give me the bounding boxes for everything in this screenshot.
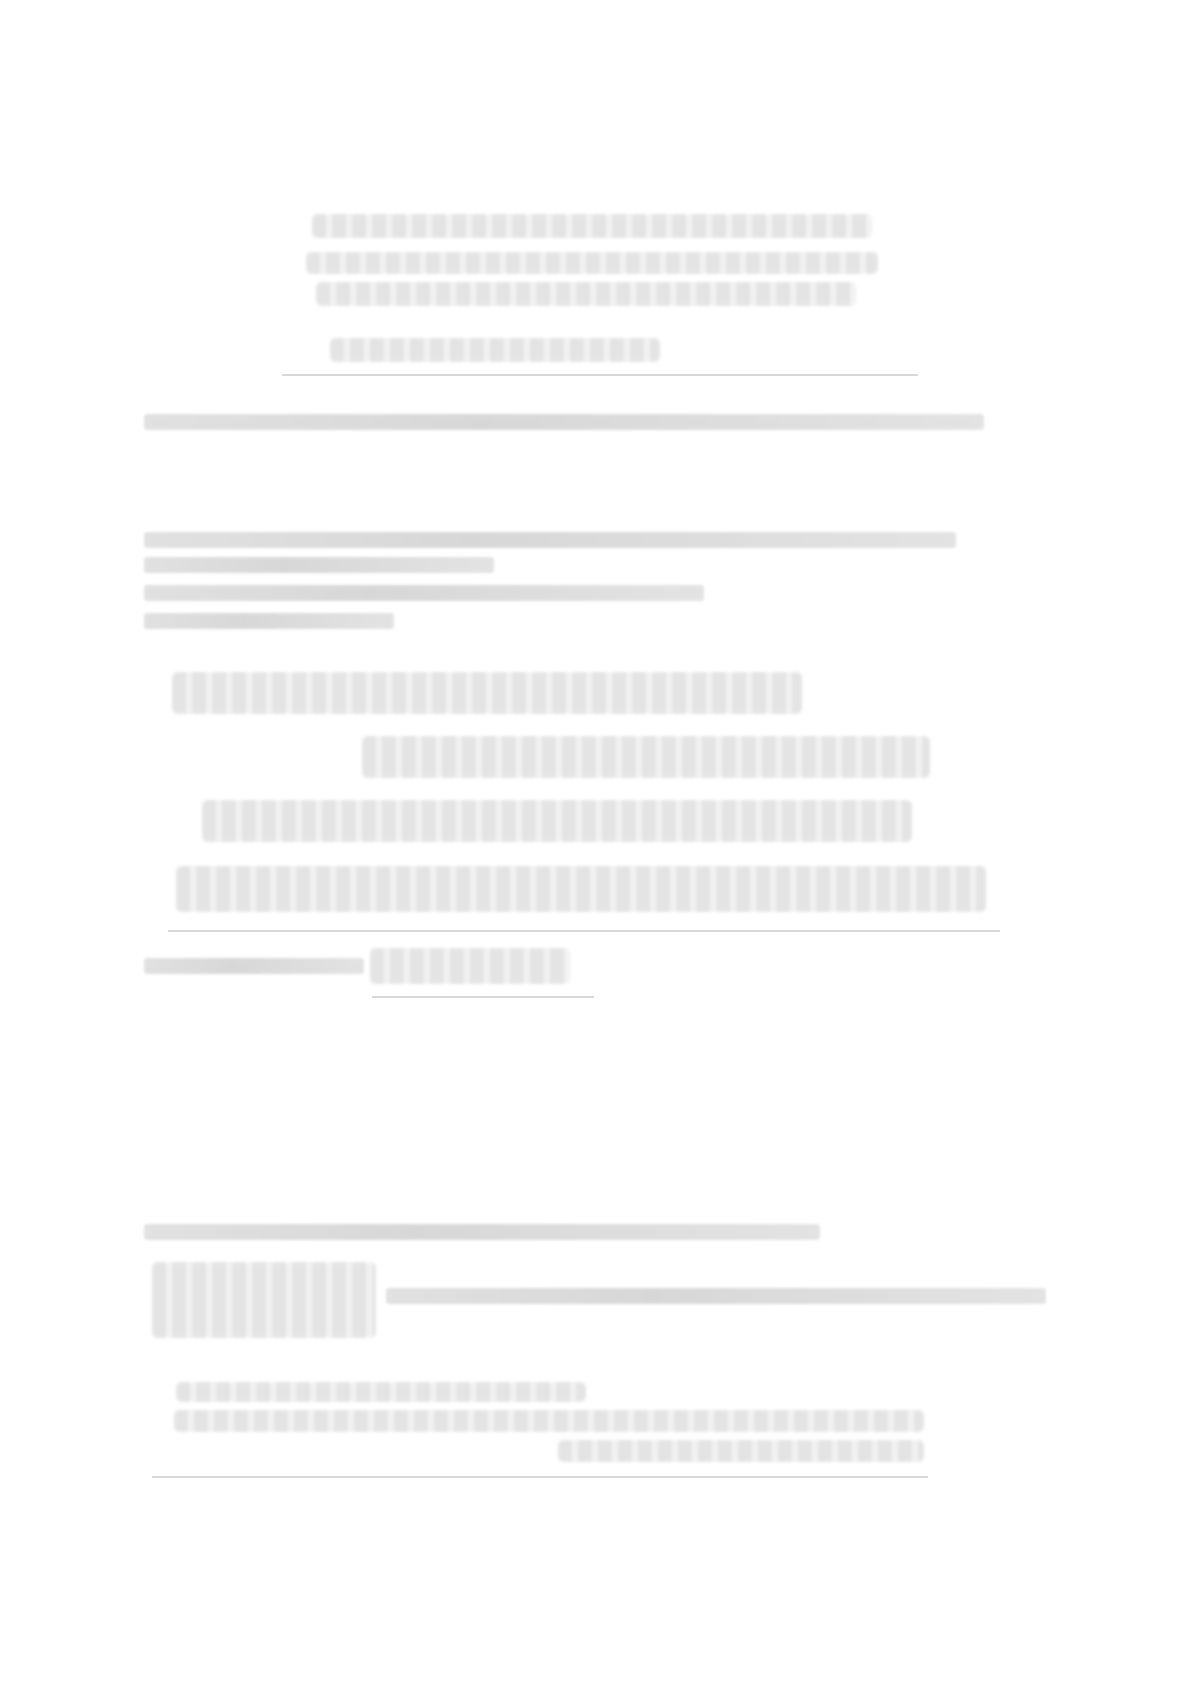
section-divider bbox=[282, 374, 918, 376]
result-value bbox=[370, 948, 570, 984]
equation-line bbox=[312, 214, 872, 238]
text-line bbox=[144, 532, 956, 548]
solution-line bbox=[558, 1440, 924, 1462]
equation-line bbox=[172, 672, 802, 714]
result-label bbox=[144, 958, 364, 974]
equation-line bbox=[176, 866, 986, 912]
equation-line bbox=[316, 282, 856, 306]
text-line bbox=[144, 613, 394, 629]
equation-line bbox=[306, 252, 878, 274]
equation-line bbox=[202, 800, 912, 842]
solution-line bbox=[174, 1410, 924, 1432]
text-line bbox=[386, 1288, 1046, 1304]
text-line bbox=[144, 1224, 820, 1240]
solution-line bbox=[176, 1382, 586, 1402]
result-underline bbox=[372, 996, 594, 998]
section-divider bbox=[168, 930, 1000, 932]
equation-line bbox=[362, 736, 930, 778]
equation-line bbox=[330, 338, 660, 362]
integral-expression bbox=[152, 1262, 376, 1338]
section-divider bbox=[152, 1476, 928, 1478]
text-line bbox=[144, 414, 984, 430]
text-line bbox=[144, 585, 704, 601]
text-line bbox=[144, 557, 494, 573]
